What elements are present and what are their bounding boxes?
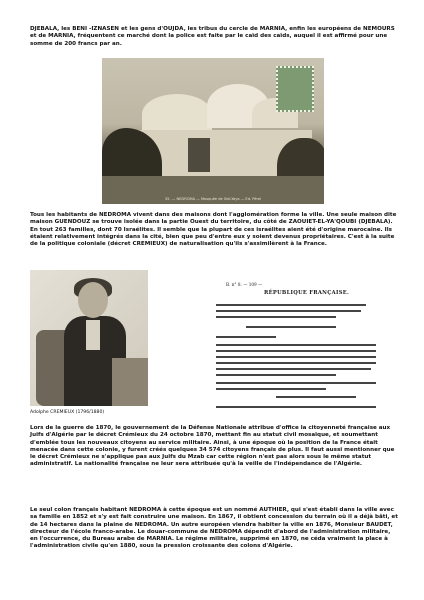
war-1870-paragraph: Lors de la guerre de 1870, le gouvernement de la Défense Nationale attribue d'office la citoyenneté française aux Juifs d'Algérie par le décret Crémieux du 24 octobre 1870, mettant fin au statut civil mosaïque, et soumettant d'emblée tous les nouveaux citoyens au service militaire. Ainsi, à une époque où la position de la France était menacée dans cette colonie, y furent créés quelques 34 574 citoyens français de plus. Il faut aussi mentionner que le décret Crémieux ne s'applique pas aux Juifs du Mzab car cette région n'est pas alors sous le même statut administratif. La nationalité française ne leur sera attribuée qu'à la veille de l'indépendance de l'Algérie. bbox=[30, 425, 395, 468]
nedroma-mosque-postcard bbox=[102, 58, 324, 204]
postcard-caption: 35. — NEDROMA — Mosquée de Sidi-Yaya — Ed. Pérel bbox=[164, 197, 262, 201]
settler-paragraph: Le seul colon français habitant NEDROMA à cette époque est un nommé AUTHIER, qui s'est établi dans la ville avec sa famille en 1852 et s'y est fait construire une maison. En 1867, il obtient concession du terrain où il a déjà bâti, et de 14 hectares dans la plaine de NEDROMA. Un autre européen viendra habiter la ville en 1876, Monsieur BAUDET, directeur de l'école franco-arabe. Le douar-commune de NEDROMA dépendit d'abord de l'administration militaire, en l'occurrence, du Bureau arabe de MARNIA. Le régime militaire, supprimé en 1870, ne céda vraiment la place à l'administration civile qu'en 1880, sous la pression croissante des colons d'Algérie. bbox=[30, 507, 398, 550]
cremieux-portrait bbox=[30, 270, 148, 406]
decree-heading: RÉPUBLIQUE FRANÇAISE. bbox=[264, 290, 350, 296]
decree-number: B. n° 8. — 109 — bbox=[226, 282, 263, 287]
portrait-caption: Adolphe CREMIEUX (1796/1880) bbox=[30, 410, 105, 415]
postage-stamp-icon bbox=[276, 66, 314, 112]
decree-document bbox=[186, 282, 386, 420]
israelites-paragraph: Tous les habitants de NEDROMA vivent dans des maisons dont l'agglomération forme la ville. Une seule maison dite maison GUENDOUZ se trouve isolée dans la partie Ouest du territoire, du côté de ZAOUIET-EL-YA'QOUBI (DJEBALA). En tout 263 familles, dont 70 Israélites. Il semble que la plupart de ces israélites aient été d'origine marocaine. Ils étaient relativement intégrés dans la cité, bien que peu d'entre eux y soient devenus propriétaires. C'est à la suite de la politique coloniale (décret CREMIEUX) de naturalisation qu'ils s'assimilèrent à la France. bbox=[30, 212, 397, 248]
intro-paragraph: DJEBALA, les BENI -IZNASEN et les gens d'OUJDA, les tribus du cercle de MARNIA, enfin les européens de NEMOURS et de MARNIA, fréquentent ce marché dont la police est faite par le caïd des caïds, auquel il est affirmé pour une somme de 200 francs par an. bbox=[30, 26, 395, 47]
